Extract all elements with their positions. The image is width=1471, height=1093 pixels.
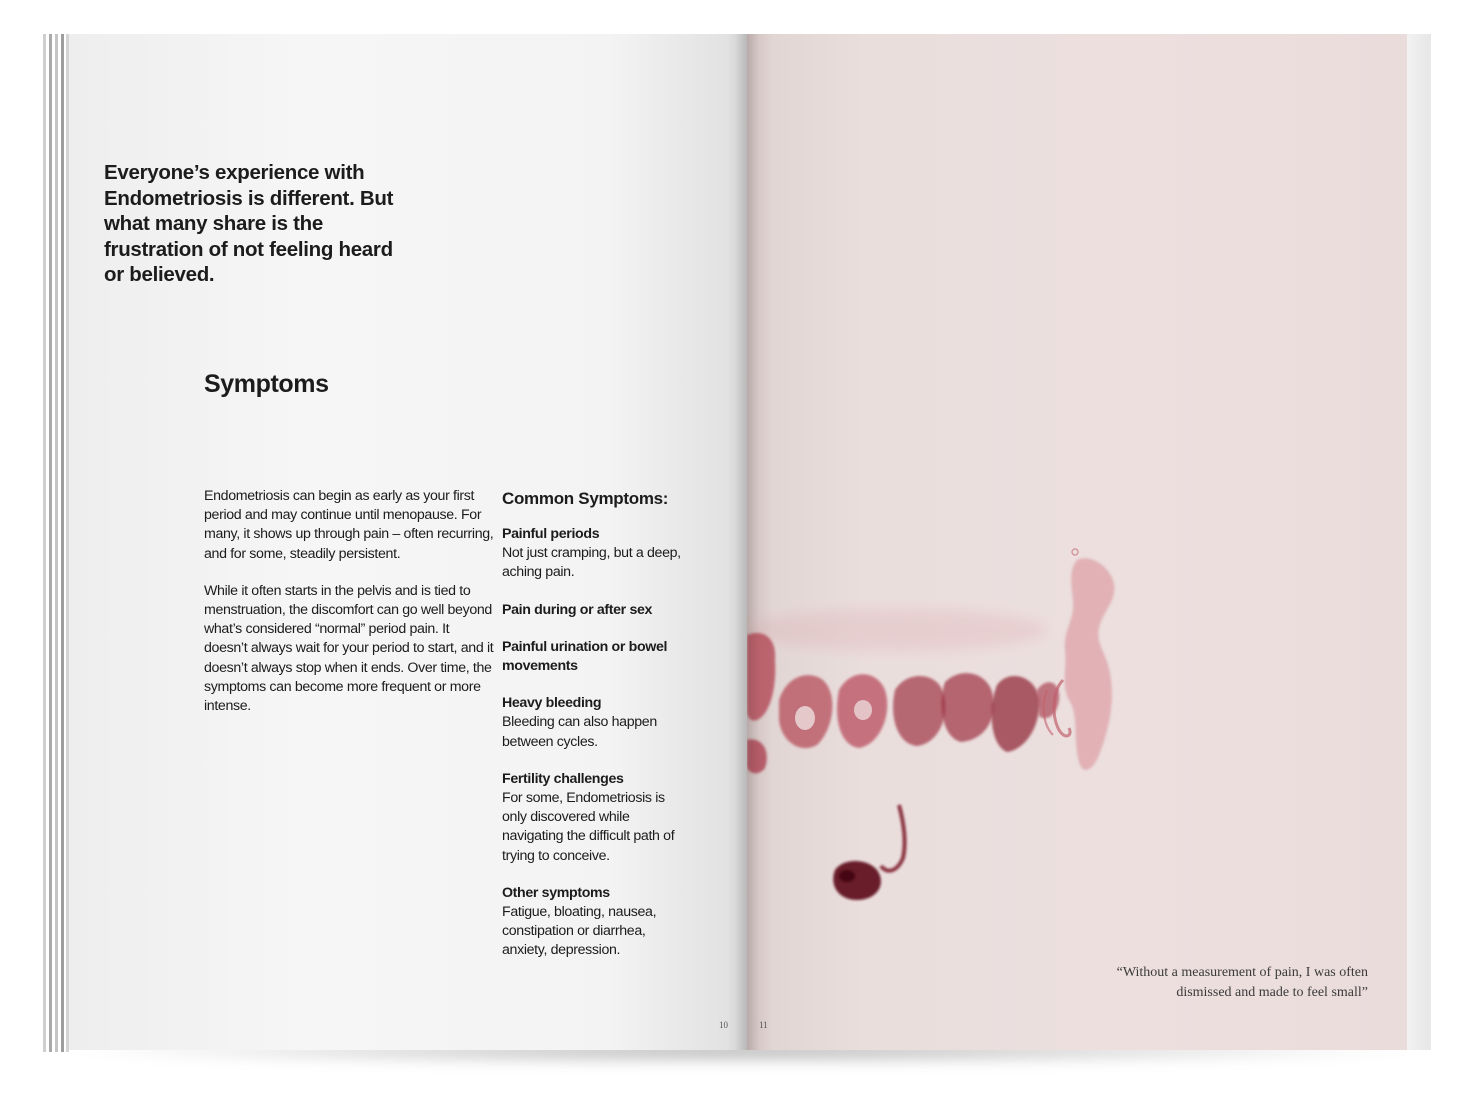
symptom-description: Fatigue, bloating, nausea, constipation or diarrhea, anxiety, depression. — [502, 904, 657, 959]
page-number-left: 10 — [719, 1020, 728, 1030]
common-symptoms-title: Common Symptoms: — [502, 489, 669, 508]
page-edge — [55, 34, 58, 1052]
section-title: Symptoms — [204, 370, 329, 398]
symptom-name: Pain during or after sex — [502, 601, 653, 618]
gutter-shadow — [735, 34, 759, 1050]
page-edge — [49, 34, 52, 1052]
symptom-item — [502, 525, 702, 583]
watercolor-ink-illustration — [747, 540, 1147, 920]
intro-statement: Everyone’s experience with Endometriosis is different. But what many share is the frustration of not feeling heard or believed. — [104, 161, 394, 286]
pull-quote: “Without a measurement of pain, I was often dismissed and made to feel small” — [1116, 965, 1368, 1000]
symptom-name: Heavy bleeding — [502, 695, 602, 712]
symptom-name: Painful periods — [502, 526, 600, 542]
common-symptoms-list — [502, 489, 702, 979]
symptom-name: Fertility challenges — [502, 770, 624, 787]
body-text-column — [204, 487, 494, 734]
symptom-description: Not just cramping, but a deep, aching pain. — [502, 545, 681, 581]
symptom-item — [502, 694, 702, 752]
symptom-item — [502, 638, 682, 676]
symptom-description: For some, Endometriosis is only discovered while navigating the difficult path of trying to conceive. — [502, 790, 675, 864]
page-edge — [1428, 40, 1431, 1048]
page-edge — [43, 34, 46, 1052]
page-number-right: 11 — [759, 1020, 768, 1030]
page-edge — [61, 34, 64, 1052]
body-paragraph: While it often starts in the pelvis and is tied to menstruation, the discomfort can go well beyond what’s considered “normal” period pain. It doesn’t always wait for your period to start, and it doesn’t always stop when it ends. Over time, the symptoms can become more frequent or more intense. — [204, 582, 494, 715]
symptom-description: Bleeding can also happen between cycles. — [502, 714, 657, 750]
symptom-name: Painful urination or bowel movements — [502, 638, 668, 675]
symptom-name: Other symptoms — [502, 884, 610, 901]
symptom-item — [502, 601, 702, 620]
body-paragraph: Endometriosis can begin as early as your first period and may continue until menopause. For many, it shows up through pain – often recurring, and for some, steadily persistent. — [204, 488, 494, 562]
symptom-item — [502, 770, 702, 866]
symptom-item — [502, 884, 702, 961]
